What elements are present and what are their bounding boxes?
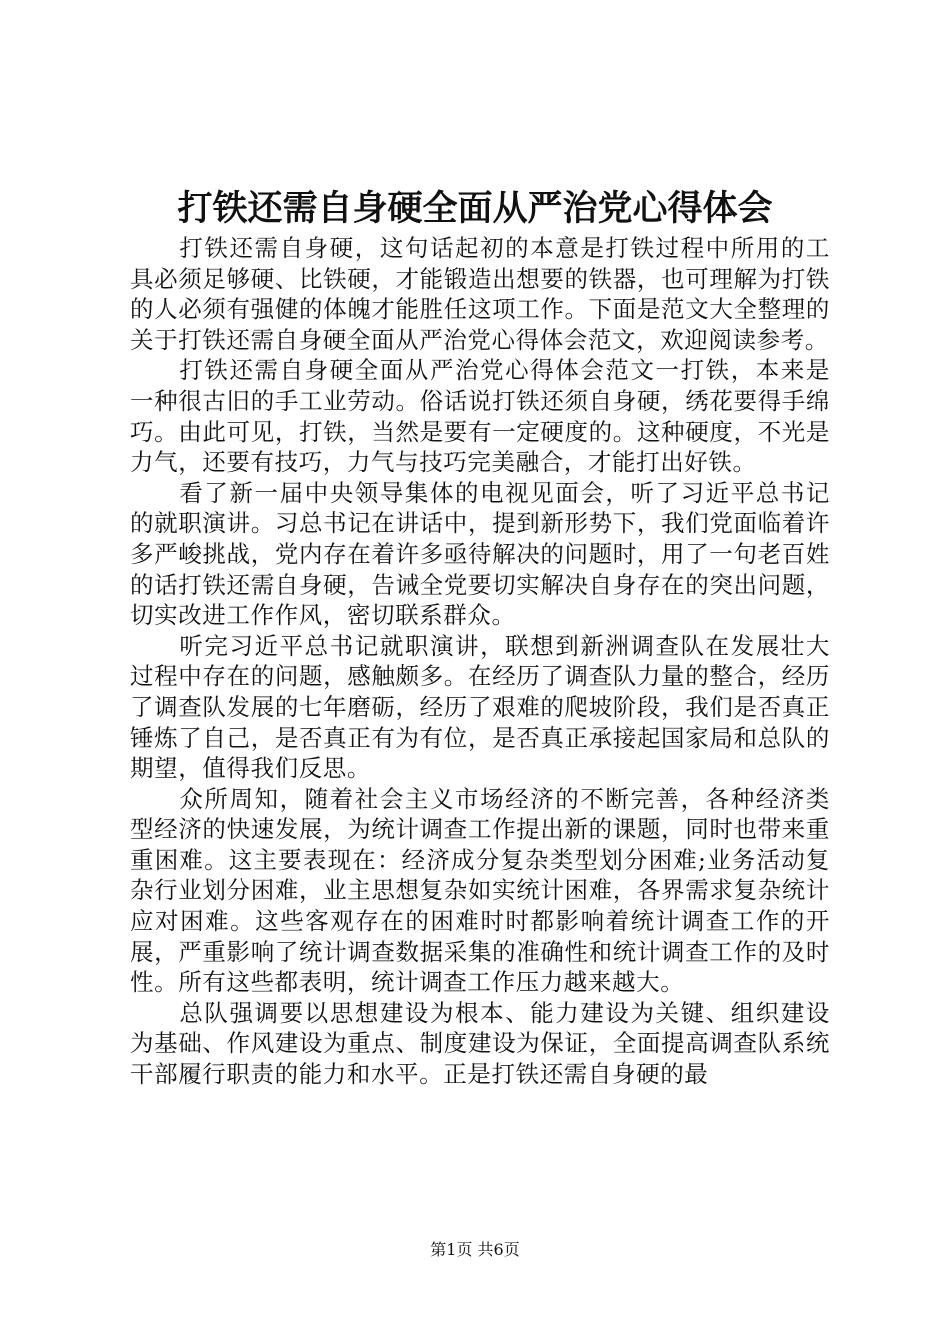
- document-body: [130, 233, 830, 1090]
- paragraph: 总队强调要以思想建设为根本、能力建设为关键、组织建设为基础、作风建设为重点、制度建设为保证，全面提高调查队系统干部履行职责的能力和水平。正是打铁还需自身硬的最: [130, 998, 830, 1089]
- document-title: 打铁还需自身硬全面从严治党心得体会: [177, 188, 773, 229]
- paragraph: 众所周知，随着社会主义市场经济的不断完善，各种经济类型经济的快速发展，为统计调查工作提出新的课题，同时也带来重重困难。这主要表现在：经济成分复杂类型划分困难;业务活动复杂行业划分困难，业主思想复杂如实统计困难，各界需求复杂统计应对困难。这些客观存在的困难时时都影响着统计调查工作的开展，严重影响了统计调查数据采集的准确性和统计调查工作的及时性。所有这些都表明，统计调查工作压力越来越大。: [130, 784, 830, 997]
- paragraph: 打铁还需自身硬全面从严治党心得体会范文一打铁，本来是一种很古旧的手工业劳动。俗话说打铁还须自身硬，绣花要得手绵巧。由此可见，打铁，当然是要有一定硬度的。这种硬度，不光是力气，还要有技巧，力气与技巧完美融合，才能打出好铁。: [130, 356, 830, 477]
- paragraph: 打铁还需自身硬，这句话起初的本意是打铁过程中所用的工具必须足够硬、比铁硬，才能锻造出想要的铁器，也可理解为打铁的人必须有强健的体魄才能胜任这项工作。下面是范文大全整理的关于打铁还需自身硬全面从严治党心得体会范文，欢迎阅读参考。: [130, 234, 830, 354]
- paragraph: 听完习近平总书记就职演讲，联想到新洲调查队在发展壮大过程中存在的问题，感触颇多。在经历了调查队力量的整合，经历了调查队发展的七年磨砺，经历了艰难的爬坡阶段，我们是否真正锤炼了自己，是否真正有为有位，是否真正承接起国家局和总队的期望，值得我们反思。: [130, 631, 830, 783]
- paragraph: 看了新一届中央领导集体的电视见面会，听了习近平总书记的就职演讲。习总书记在讲话中，提到新形势下，我们党面临着许多严峻挑战，党内存在着许多亟待解决的问题时，用了一句老百姓的话打铁还需自身硬，告诫全党要切实解决自身存在的突出问题，切实改进工作作风，密切联系群众。: [130, 478, 830, 630]
- page-footer: 第1页 共6页: [430, 1240, 520, 1259]
